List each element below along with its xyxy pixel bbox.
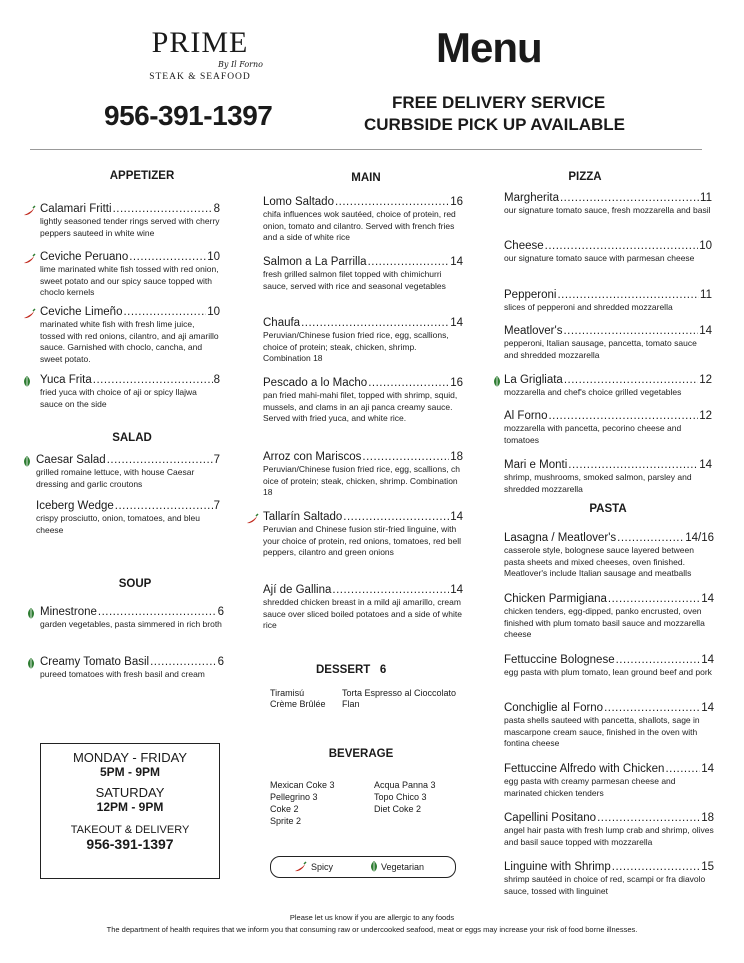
dot-leader bbox=[548, 410, 698, 422]
menu-item bbox=[504, 702, 714, 750]
chili-pepper-icon bbox=[22, 307, 32, 319]
menu-item-name: Ají de Gallina bbox=[263, 584, 332, 596]
dot-leader bbox=[332, 584, 449, 596]
menu-item-line bbox=[504, 532, 714, 544]
dot-leader bbox=[301, 317, 449, 329]
chili-pepper-icon bbox=[293, 861, 307, 873]
dot-leader bbox=[545, 240, 699, 252]
menu-item-name: Conchiglie al Forno bbox=[504, 702, 604, 714]
logo-by-il-forno: By Il Forno bbox=[218, 60, 263, 69]
menu-item-price: 16 bbox=[450, 377, 463, 389]
menu-item-name: Tallarín Saltado bbox=[263, 511, 343, 523]
menu-item-price: 6 bbox=[217, 656, 224, 668]
menu-item-description: mozzarella with pancetta, pecorino cheese and tomatoes bbox=[504, 423, 682, 445]
menu-item-description: shrimp sautéed in choice of red, scampi or fra diavolo sauce, tossed with linguinet bbox=[504, 874, 706, 896]
menu-item bbox=[36, 454, 220, 490]
menu-item bbox=[36, 500, 220, 536]
menu-item-description: grilled romaine lettuce, with house Caesar dressing and garlic croutons bbox=[36, 467, 195, 489]
logo-prime: PRIME bbox=[151, 26, 249, 59]
menu-item-line bbox=[263, 584, 463, 596]
section-appetizer: APPETIZER bbox=[109, 170, 175, 182]
menu-item-name: Chicken Parmigiana bbox=[504, 593, 607, 605]
menu-item bbox=[504, 459, 712, 495]
section-salad: SALAD bbox=[112, 432, 152, 444]
menu-item bbox=[40, 606, 224, 631]
menu-item-description: pan fried mahi-mahi filet, topped with shrimp, squid, mussels, and clams in an aji panca creamy sauce. Served with fried yuca, and white rice. bbox=[263, 390, 458, 423]
menu-item-price: 14 bbox=[450, 256, 463, 268]
section-soup: SOUP bbox=[118, 578, 152, 590]
menu-item-price: 14 bbox=[699, 325, 712, 337]
logo-subtitle: STEAK & SEAFOOD bbox=[149, 72, 251, 82]
dot-leader bbox=[129, 251, 206, 263]
menu-item-line bbox=[36, 500, 220, 512]
menu-item-description: Peruvian/Chinese fusion fried rice, egg, scallions, choice of protein; steak, chicken, shrimp. Combination 18 bbox=[263, 330, 449, 363]
menu-item-description: fresh grilled salmon filet topped with chimichurri sauce, served with rice and seasonal vegetables bbox=[263, 269, 446, 291]
menu-item-price: 7 bbox=[213, 500, 220, 512]
menu-item-line bbox=[263, 377, 463, 389]
menu-item-price: 14 bbox=[701, 702, 714, 714]
menu-item-name: Calamari Fritti bbox=[40, 203, 112, 215]
menu-item-name: Linguine with Shrimp bbox=[504, 861, 611, 873]
menu-item-line bbox=[40, 251, 220, 263]
section-pasta: PASTA bbox=[589, 503, 627, 515]
menu-item-name: Fettuccine Bolognese bbox=[504, 654, 615, 666]
menu-item-line bbox=[40, 656, 224, 668]
menu-item-name: Arroz con Mariscos bbox=[263, 451, 362, 463]
menu-item-line bbox=[263, 317, 463, 329]
menu-item-name: Chaufa bbox=[263, 317, 301, 329]
menu-item-description: chifa influences wok sautéed, choice of protein, red onion, tomato and cilantro. Served with french fries and a side of white rice bbox=[263, 209, 456, 242]
menu-item-line bbox=[40, 606, 224, 618]
dot-leader bbox=[93, 374, 213, 386]
menu-item-price: 14 bbox=[701, 654, 714, 666]
menu-item bbox=[504, 532, 714, 580]
menu-item-line bbox=[504, 702, 714, 714]
dot-leader bbox=[616, 654, 701, 666]
menu-item-description: egg pasta with plum tomato, lean ground beef and pork bbox=[504, 667, 712, 677]
menu-item-price: 10 bbox=[207, 306, 220, 318]
dot-leader bbox=[123, 306, 206, 318]
dot-leader bbox=[368, 377, 449, 389]
menu-item-description: pureed tomatoes with fresh basil and cream bbox=[40, 669, 205, 679]
legend-vegetarian-label: Vegetarian bbox=[381, 862, 425, 872]
dessert-item: Crème Brûlée bbox=[270, 699, 326, 709]
menu-item bbox=[504, 861, 714, 897]
menu-item-line bbox=[504, 459, 712, 471]
menu-item-price: 14 bbox=[701, 763, 714, 775]
dessert-item: Tiramisú bbox=[270, 688, 305, 698]
dot-leader bbox=[335, 196, 449, 208]
menu-item-line bbox=[504, 861, 714, 873]
menu-item bbox=[504, 410, 712, 446]
menu-item-price: 16 bbox=[450, 196, 463, 208]
menu-item-price: 11 bbox=[700, 192, 712, 204]
hours-days-weekday: MONDAY - FRIDAY bbox=[72, 750, 188, 765]
page-title: Menu bbox=[436, 24, 542, 71]
menu-item-line bbox=[504, 374, 712, 386]
menu-item bbox=[40, 374, 220, 410]
dot-leader bbox=[563, 325, 698, 337]
dessert-price: 6 bbox=[379, 664, 387, 676]
menu-item bbox=[504, 763, 714, 799]
menu-item-line bbox=[504, 325, 712, 337]
dot-leader bbox=[597, 812, 700, 824]
menu-item-description: marinated white fish with fresh lime juice, tossed with red onions, cilantro, and aji amarillo sauce. Garnished with choclo, cancha, and sweet potato. bbox=[40, 319, 219, 364]
leaf-icon bbox=[22, 375, 32, 387]
menu-item-line bbox=[504, 240, 712, 252]
menu-item bbox=[504, 812, 714, 848]
menu-item-line bbox=[36, 454, 220, 466]
hours-time-weekday: 5PM - 9PM bbox=[99, 765, 160, 779]
beverage-item: Pellegrino 3 bbox=[270, 792, 318, 802]
menu-item-description: chicken tenders, egg-dipped, panko encrusted, oven finished with plum tomato basil sauce and mozzarella cheese bbox=[504, 606, 705, 639]
menu-item-price: 14 bbox=[450, 584, 463, 596]
menu-item bbox=[263, 511, 463, 559]
menu-item-price: 10 bbox=[207, 251, 220, 263]
menu-item bbox=[504, 240, 712, 265]
menu-item-line bbox=[504, 654, 714, 666]
menu-item-name: La Grigliata bbox=[504, 374, 563, 386]
menu-item bbox=[263, 196, 463, 244]
section-beverage: BEVERAGE bbox=[328, 748, 394, 760]
menu-item-price: 15 bbox=[701, 861, 714, 873]
dot-leader bbox=[113, 203, 213, 215]
menu-item-name: Pescado a lo Macho bbox=[263, 377, 368, 389]
dot-leader bbox=[608, 593, 700, 605]
menu-item-name: Caesar Salad bbox=[36, 454, 106, 466]
leaf-icon bbox=[22, 455, 32, 467]
menu-item-name: Cheese bbox=[504, 240, 544, 252]
dot-leader bbox=[665, 763, 700, 775]
menu-item-price: 8 bbox=[213, 203, 220, 215]
dot-leader bbox=[107, 454, 213, 466]
dot-leader bbox=[568, 459, 698, 471]
menu-item-description: lightly seasoned tender rings served with cherry peppers sauteed in white wine bbox=[40, 216, 220, 238]
menu-item-name: Lomo Saltado bbox=[263, 196, 334, 208]
menu-item-name: Al Forno bbox=[504, 410, 548, 422]
menu-item-name: Pepperoni bbox=[504, 289, 557, 301]
dot-leader bbox=[362, 451, 449, 463]
menu-item-line bbox=[504, 763, 714, 775]
menu-item-description: our signature tomato sauce, fresh mozzarella and basil bbox=[504, 205, 711, 215]
menu-item-price: 10 bbox=[699, 240, 712, 252]
leaf-icon bbox=[492, 375, 502, 387]
menu-item-name: Iceberg Wedge bbox=[36, 500, 114, 512]
leaf-icon bbox=[369, 860, 379, 873]
menu-item bbox=[263, 256, 463, 292]
menu-item-name: Lasagna / Meatlover's bbox=[504, 532, 617, 544]
menu-item-description: shredded chicken breast in a mild aji amarillo, cream sauce over sliced boiled potatoes and a side of white rice bbox=[263, 597, 462, 630]
menu-item-description: mozzarella and chef's choice grilled vegetables bbox=[504, 387, 682, 397]
dot-leader bbox=[560, 192, 699, 204]
menu-item-name: Salmon a La Parrilla bbox=[263, 256, 367, 268]
leaf-icon bbox=[26, 657, 36, 669]
menu-item-name: Fettuccine Alfredo with Chicken bbox=[504, 763, 665, 775]
hours-phone: 956-391-1397 bbox=[86, 836, 174, 852]
menu-item-line bbox=[504, 410, 712, 422]
menu-item bbox=[504, 593, 714, 641]
menu-item bbox=[40, 656, 224, 681]
menu-item-price: 14 bbox=[450, 317, 463, 329]
menu-item bbox=[40, 306, 220, 365]
dot-leader bbox=[343, 511, 449, 523]
legend bbox=[270, 856, 456, 878]
leaf-icon bbox=[26, 607, 36, 619]
menu-item-name: Meatlover's bbox=[504, 325, 563, 337]
menu-item-description: pasta shells sauteed with pancetta, shallots, sage in mascarpone cream sauce, finished in the oven with fontina cheese bbox=[504, 715, 700, 748]
menu-item-description: shrimp, mushrooms, smoked salmon, parsley and shredded mozzarella bbox=[504, 472, 692, 494]
section-pizza: PIZZA bbox=[568, 171, 602, 183]
menu-item-description: slices of pepperoni and shredded mozzarella bbox=[504, 302, 673, 312]
curbside-notice: CURBSIDE PICK UP AVAILABLE bbox=[364, 115, 626, 134]
menu-item-line bbox=[263, 256, 463, 268]
hours-time-saturday: 12PM - 9PM bbox=[96, 800, 164, 814]
dessert-item: Torta Espresso al Cioccolato bbox=[342, 688, 457, 698]
dot-leader bbox=[98, 606, 217, 618]
section-main: MAIN bbox=[351, 172, 381, 184]
dot-leader bbox=[564, 374, 698, 386]
menu-item-price: 18 bbox=[450, 451, 463, 463]
menu-item-name: Ceviche Limeño bbox=[40, 306, 123, 318]
menu-item bbox=[504, 289, 712, 314]
header-phone: 956-391-1397 bbox=[104, 100, 273, 131]
dot-leader bbox=[368, 256, 450, 268]
menu-item-price: 11 bbox=[700, 289, 712, 301]
beverage-item: Coke 2 bbox=[270, 804, 299, 814]
menu-item-price: 14 bbox=[701, 593, 714, 605]
beverage-item: Acqua Panna 3 bbox=[374, 780, 436, 790]
menu-item-description: Peruvian and Chinese fusion stir-fried linguine, with your choice of protein, red onions, tomatoes, red bell peppers, cilantro and green onions bbox=[263, 524, 461, 557]
menu-item bbox=[40, 203, 220, 239]
dot-leader bbox=[115, 500, 213, 512]
beverage-item: Topo Chico 3 bbox=[374, 792, 427, 802]
menu-item-description: lime marinated white fish tossed with red onion, sweet potato and our spicy sauce topped with choclo kernels bbox=[40, 264, 219, 297]
menu-item bbox=[263, 584, 463, 632]
menu-item-name: Capellini Positano bbox=[504, 812, 597, 824]
menu-item-name: Minestrone bbox=[40, 606, 97, 618]
menu-item-name: Creamy Tomato Basil bbox=[40, 656, 150, 668]
menu-item-price: 8 bbox=[213, 374, 220, 386]
section-dessert bbox=[316, 664, 396, 676]
menu-item-line bbox=[504, 289, 712, 301]
menu-item-price: 12 bbox=[699, 374, 712, 386]
menu-item-price: 12 bbox=[699, 410, 712, 422]
menu-item-description: garden vegetables, pasta simmered in rich broth bbox=[40, 619, 222, 629]
menu-item-price: 14 bbox=[699, 459, 712, 471]
menu-item bbox=[263, 451, 463, 499]
menu-item-description: our signature tomato sauce with parmesan cheese bbox=[504, 253, 695, 263]
menu-item bbox=[40, 251, 220, 299]
menu-item-price: 14/16 bbox=[685, 532, 714, 544]
header-divider bbox=[30, 149, 702, 150]
menu-item-line bbox=[40, 203, 220, 215]
legend-spicy-label: Spicy bbox=[311, 862, 334, 872]
menu-item-name: Margherita bbox=[504, 192, 559, 204]
beverage-item: Diet Coke 2 bbox=[374, 804, 422, 814]
menu-item-description: angel hair pasta with fresh lump crab and shrimp, olives and basil sauce topped with mozzarella bbox=[504, 825, 714, 847]
menu-item bbox=[504, 325, 712, 361]
chili-pepper-icon bbox=[245, 512, 255, 524]
menu-item-line bbox=[263, 451, 463, 463]
dot-leader bbox=[557, 289, 699, 301]
beverage-item: Sprite 2 bbox=[270, 816, 302, 826]
hours-days-saturday: SATURDAY bbox=[95, 785, 165, 800]
dessert-item: Flan bbox=[342, 699, 360, 709]
chili-pepper-icon bbox=[22, 204, 32, 216]
delivery-notice: FREE DELIVERY SERVICE bbox=[392, 93, 606, 112]
menu-item-line bbox=[504, 192, 712, 204]
hours-box bbox=[40, 743, 220, 879]
beverage-item: Mexican Coke 3 bbox=[270, 780, 335, 790]
menu-item-price: 18 bbox=[701, 812, 714, 824]
menu-item-line bbox=[40, 374, 220, 386]
menu-item-line bbox=[263, 196, 463, 208]
menu-item-name: Mari e Monti bbox=[504, 459, 568, 471]
menu-item-description: pepperoni, Italian sausage, pancetta, tomato sauce and shredded mozzarella bbox=[504, 338, 697, 360]
menu-item bbox=[504, 654, 714, 679]
menu-item-price: 7 bbox=[213, 454, 220, 466]
health-disclaimer: The department of health requires that we inform you that consuming raw or undercooked seafood, meat or eggs may increase your risk of food borne illnesses. bbox=[106, 925, 638, 934]
dessert-label: DESSERT bbox=[316, 664, 371, 676]
menu-item-line bbox=[504, 593, 714, 605]
menu-item-price: 6 bbox=[217, 606, 224, 618]
menu-item-line bbox=[40, 306, 220, 318]
dot-leader bbox=[604, 702, 700, 714]
menu-item bbox=[504, 192, 712, 217]
menu-item-name: Ceviche Peruano bbox=[40, 251, 129, 263]
dot-leader bbox=[617, 532, 684, 544]
menu-item-name: Yuca Frita bbox=[40, 374, 92, 386]
menu-item bbox=[263, 377, 463, 425]
menu-item bbox=[504, 374, 712, 399]
menu-item-line bbox=[504, 812, 714, 824]
dot-leader bbox=[150, 656, 217, 668]
menu-item-description: casserole style, bolognese sauce layered between pasta sheets and mixed cheeses, oven finished. Meatlover's include Italian sausage and meatballs bbox=[504, 545, 694, 578]
allergy-notice: Please let us know if you are allergic to any foods bbox=[289, 913, 455, 922]
menu-item-price: 14 bbox=[450, 511, 463, 523]
dot-leader bbox=[612, 861, 700, 873]
menu-item-description: Peruvian/Chinese fusion fried rice, egg, scallions, ch oice of protein; steak, chicken, shrimp. Combination 18 bbox=[263, 464, 461, 497]
takeout-label: TAKEOUT & DELIVERY bbox=[70, 824, 190, 836]
menu-item bbox=[263, 317, 463, 365]
menu-item-description: crispy prosciutto, onion, tomatoes, and bleu cheese bbox=[36, 513, 200, 535]
menu-item-description: egg pasta with creamy parmesan cheese and marinated chicken tenders bbox=[504, 776, 676, 798]
menu-item-description: fried yuca with choice of aji or spicy llajwa sauce on the side bbox=[40, 387, 197, 409]
chili-pepper-icon bbox=[22, 252, 32, 264]
menu-item-line bbox=[263, 511, 463, 523]
